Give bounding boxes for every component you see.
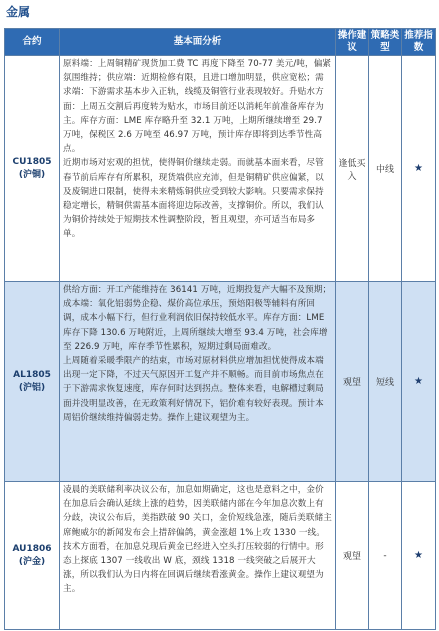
metals-strategy-table — [4, 28, 436, 630]
header-strategy: 策略类型 — [369, 29, 402, 56]
analysis-paragraph: 上周随着采暖季限产的结束，市场对原材料供应增加担忧使得成本端出现一定下降，不过天气原因开工复产并不顺畅。而目前市场焦点在于下游需求恢复速度，库存何时达到拐点。整体来看，电解槽过剩局面并没明显改善，在无政策利好情况下，铝价难有较好表现。预计本周铝价继续维持偏弱走势。操作上建议观望为主。 — [63, 356, 324, 423]
contract-name: (沪铜) — [18, 169, 46, 180]
analysis-paragraph: 供给方面：开工产能维持在 36141 万吨，近期投复产大幅不及预期；成本端：氧化铝弱势企稳、煤价高位承压，预焙阳极等辅料有所回调，成本小幅下行，但行业利润依旧保持较低水平。库存方面：LME 库存下降 130.6 万吨附近，上周所继续大增至 93.4 万吨，社会库增至 226.9 万吨，库存季节性累积，短期过剩局面难改。 — [63, 285, 332, 352]
table-row — [5, 482, 436, 630]
strategy-cell: - — [369, 482, 402, 630]
analysis-paragraph: 近期市场对宏观的担忧，使得铜价继续走弱。而就基本面来看，尽管春节前后库存有所累积，现货端供应充沛，但是铜精矿供应偏紧，以及废铜进口限制，使得未来精炼铜供应受到较大影响。只要需求保持稳定增长，精铜供需基本面将迎边际改善，支撑铜价。所以，我们认为铜价持续处于短期技术性调整阶段，暂且观望，亦可适当布局多单。 — [63, 158, 324, 240]
strategy-cell: 短线 — [369, 282, 402, 482]
header-contract: 合约 — [5, 29, 60, 56]
contract-name: (沪铝) — [18, 382, 46, 393]
analysis-paragraph: 凌晨的美联储利率决议公布，加息如期确定，这也是意料之中，金价在加息后会确认延续上涨的趋势，因美联储内部在今年加息次数上有分歧，决议公布后，美指跌破 90 关口，金价短线急涨，随后美联储主席鲍威尔的新闻发布会上措辞偏鸽，黄金涨超 1%上攻 1330 一线。技术方面看，在加息兑现后黄金已经进入空头打压较弱的行情中。形态上探底 1307 一线收出 W 底，颈线 1318 一线突破之后展开大涨，所以我们认为日内将在回调后继续看涨黄金。操作上建议观望为主。 — [63, 485, 332, 595]
operation-cell: 逢低买入 — [336, 56, 369, 282]
strategy-cell: 中线 — [369, 56, 402, 282]
analysis-cell — [60, 482, 336, 630]
analysis-cell — [60, 56, 336, 282]
table-row — [5, 56, 436, 282]
analysis-cell — [60, 282, 336, 482]
header-operation: 操作建议 — [336, 29, 369, 56]
header-recommend: 推荐指数 — [402, 29, 436, 56]
section-title: 金属 — [6, 5, 31, 19]
analysis-paragraph: 原料端：上周铜精矿现货加工费 TC 再度下降至 70-77 美元/吨，偏紧氛围维持；供应端：近期检修有限，且进口增加明显，供应宽松；需求端：下游需求基本步入正轨，线缆及铜管行业表现较好。升贴水方面：上周五交割后再度转为贴水，市场目前还以消耗年前准备库存为主。库存方面：LME 库存略升至 32.1 万吨，上期所继续增至 29.7 万吨，保税区 2.6 万吨至 46.97 万吨，预计库存即将到达季节性高点。 — [63, 59, 332, 155]
contract-code: AU1806 — [12, 543, 52, 554]
contract-cell — [5, 56, 60, 282]
header-analysis: 基本面分析 — [60, 29, 336, 56]
contract-cell — [5, 482, 60, 630]
contract-code: AL1805 — [13, 369, 51, 380]
recommend-star-icon: ★ — [402, 282, 436, 482]
table-row — [5, 282, 436, 482]
table-header-row — [5, 29, 436, 56]
recommend-star-icon: ★ — [402, 56, 436, 282]
operation-cell: 观望 — [336, 282, 369, 482]
contract-name: (沪金) — [18, 556, 46, 567]
recommend-star-icon: ★ — [402, 482, 436, 630]
operation-cell: 观望 — [336, 482, 369, 630]
contract-cell — [5, 282, 60, 482]
contract-code: CU1805 — [12, 156, 52, 167]
